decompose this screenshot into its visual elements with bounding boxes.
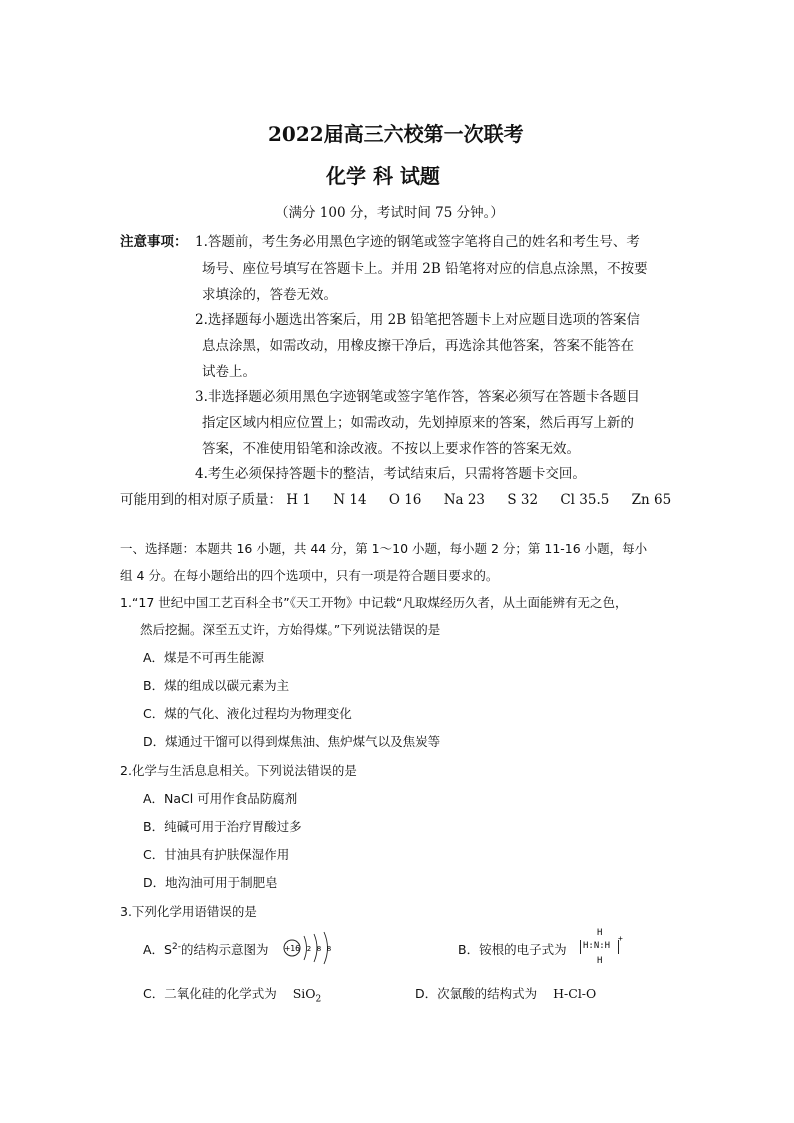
- notice-line: 息点涂黑，如需改动，用橡皮擦干净后，再选涂其他答案，答案不能答在: [202, 338, 634, 354]
- notice-line: 3.非选择题必须用黑色字迹钢笔或签字笔作答，答案必须写在答题卡各题目: [195, 389, 640, 405]
- answer-option: B．煤的组成以碳元素为主: [143, 678, 290, 693]
- atomic-mass-item: H 1: [286, 492, 311, 508]
- nucleus-charge: +16: [284, 944, 300, 953]
- formula-h-top: H: [597, 928, 603, 938]
- question-stem: 3.下列化学用语错误的是: [120, 904, 257, 919]
- answer-option: A．NaCl 可用作食品防腐剂: [143, 791, 298, 806]
- atomic-mass-item: N 14: [333, 492, 367, 508]
- section-heading: 一、选择题：本题共 16 小题，共 44 分，第 1～10 小题，每小题 2 分；第 11-16 小题，每小: [120, 541, 648, 556]
- question-stem: 1.“17 世纪中国工艺百科全书”《天工开物》中记载“凡取煤经历久者，从土面能辨有无之色，: [120, 595, 628, 610]
- section-heading: 组 4 分。在每小题给出的四个选项中，只有一项是符合题目要求的。: [120, 568, 499, 583]
- notice-label: 注意事项：: [120, 234, 188, 250]
- page-title: 2022届高三六校第一次联考: [268, 122, 524, 146]
- shell-electrons: 8: [326, 945, 332, 953]
- atomic-mass-item: O 16: [388, 492, 422, 508]
- notice-line: 4.考生必须保持答题卡的整洁，考试结束后，只需将答题卡交回。: [195, 466, 586, 482]
- formula-h-bottom: H: [597, 956, 603, 966]
- formula-charge: +: [618, 934, 623, 943]
- question-stem: 2.化学与生活息息相关。下列说法错误的是: [120, 763, 357, 778]
- answer-option-c: C．二氧化硅的化学式为 SiO$_2$: [143, 986, 322, 1005]
- atomic-mass-item: Cl 35.5: [560, 492, 610, 508]
- subject-title: 化学 科 试题: [326, 164, 440, 188]
- answer-option-a: A．$S^{2-}$的结构示意图为: [143, 941, 269, 957]
- atomic-mass-item: Zn 65: [631, 492, 672, 508]
- score-info: （满分 100 分，考试时间 75 分钟。）: [275, 205, 504, 221]
- electron-formula: [578, 928, 626, 970]
- atomic-mass-label: 可能用到的相对原子质量：: [120, 492, 282, 508]
- shell-electrons: 8: [316, 945, 322, 953]
- atomic-mass-item: S 32: [507, 492, 539, 508]
- answer-option: C．甘油具有护肤保湿作用: [143, 847, 290, 862]
- formula-row: H:N:H: [583, 941, 611, 951]
- answer-option: D．地沟油可用于制肥皂: [143, 875, 278, 890]
- answer-option: A．煤是不可再生能源: [143, 650, 265, 665]
- question-stem: 然后挖掘。深至五丈许，方始得煤。”下列说法错误的是: [140, 622, 441, 637]
- answer-option: B．纯碱可用于治疗胃酸过多: [143, 819, 302, 834]
- atom-structure-diagram: [282, 930, 338, 966]
- atomic-mass-item: Na 23: [443, 492, 486, 508]
- answer-option-d: D．次氯酸的结构式为 H-Cl-O: [415, 986, 597, 1001]
- notice-line: 答案，不准使用铅笔和涂改液。不按以上要求作答的答案无效。: [202, 441, 580, 457]
- notice-line: 指定区域内相应位置上；如需改动，先划掉原来的答案，然后再写上新的: [202, 415, 634, 431]
- notice-line: 场号、座位号填写在答题卡上。并用 2B 铅笔将对应的信息点涂黑，不按要: [202, 261, 648, 277]
- notice-line: 求填涂的，答卷无效。: [202, 287, 337, 303]
- answer-option: C．煤的气化、液化过程均为物理变化: [143, 706, 352, 721]
- atomic-mass-row: [120, 488, 671, 508]
- notice-line: 1.答题前，考生务必用黑色字迹的钢笔或签字笔将自己的姓名和考生号、考: [195, 234, 640, 250]
- notice-line: 2.选择题每小题选出答案后，用 2B 铅笔把答题卡上对应题目选项的答案信: [195, 312, 640, 328]
- notice-line: 试卷上。: [202, 364, 256, 380]
- answer-option-b: B．铵根的电子式为: [458, 942, 567, 957]
- shell-electrons: 2: [306, 945, 312, 953]
- answer-option: D．煤通过干馏可以得到煤焦油、焦炉煤气以及焦炭等: [143, 734, 441, 749]
